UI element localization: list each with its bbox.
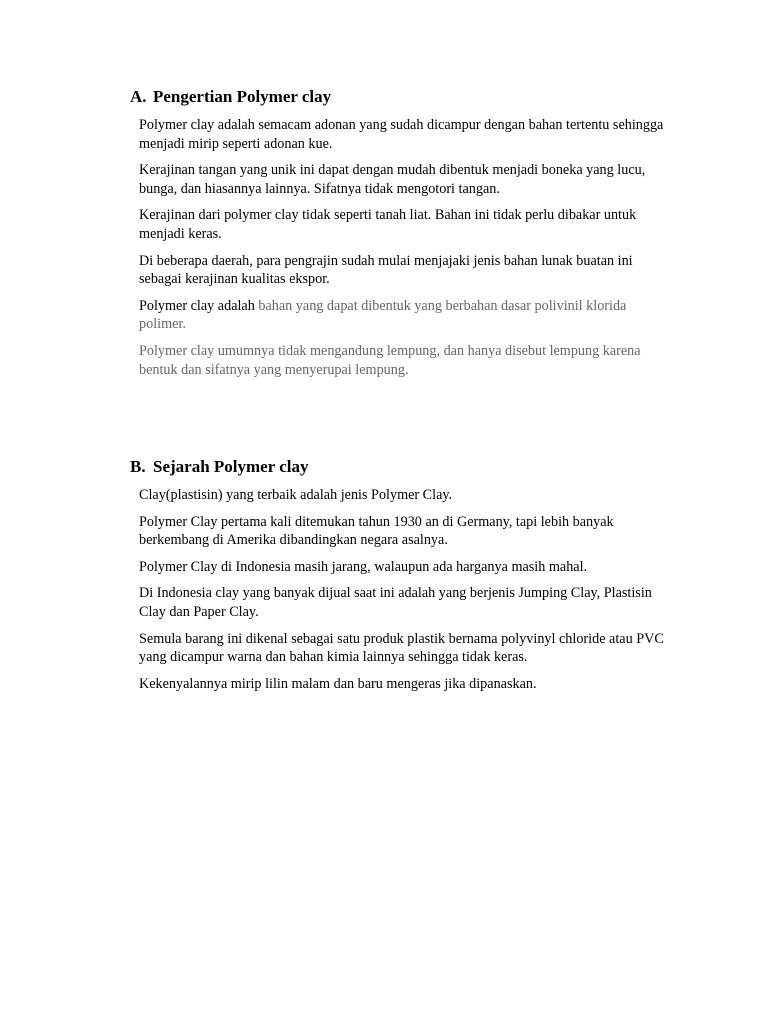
paragraph: Kerajinan dari polymer clay tidak seperti tanah liat. Bahan ini tidak perlu dibakar untuk menjadi keras.: [139, 207, 637, 242]
section-title: Sejarah Polymer clay: [153, 457, 309, 476]
paragraph: Clay(plastisin) yang terbaik adalah jenis Polymer Clay.: [139, 487, 453, 503]
section-number: B.: [130, 457, 146, 476]
paragraph: Di beberapa daerah, para pengrajin sudah mulai menjajaki jenis bahan lunak buatan ini sebagai kerajinan kualitas ekspor.: [139, 252, 633, 288]
paragraph: Kerajinan tangan yang unik ini dapat dengan mudah dibentuk menjadi boneka yang lucu, bunga, dan hiasannya lainnya. Sifatnya tidak mengotori tangan.: [139, 162, 646, 197]
section-pengertian: [130, 86, 690, 387]
paragraph: Kekenyalannya mirip lilin malam dan baru mengeras jika dipanaskan.: [139, 675, 537, 692]
paragraph: Polymer Clay di Indonesia masih jarang, walaupun ada harganya masih mahal.: [139, 558, 588, 575]
section-number: A.: [130, 87, 147, 106]
section-sejarah: [130, 456, 690, 701]
paragraph: Semula barang ini dikenal sebagai satu produk plastik bernama polyvinyl chloride atau PVC yang dicampur warna dan bahan kimia lainnya sehingga tidak keras.: [139, 630, 664, 666]
paragraph-gray: Polymer clay umumnya tidak mengandung lempung, dan hanya disebut lempung karena bentuk dan sifatnya yang menyerupai lempung.: [139, 342, 641, 378]
paragraph-gray-part: bahan yang dapat dibentuk yang berbahan dasar polivinil klorida polimer.: [139, 297, 627, 333]
section-heading: [130, 86, 690, 108]
paragraph: Di Indonesia clay yang banyak dijual saat ini adalah yang berjenis Jumping Clay, Plastisin Clay dan Paper Clay.: [139, 585, 652, 620]
paragraph: Polymer clay adalah semacam adonan yang sudah dicampur dengan bahan tertentu sehingga menjadi mirip seperti adonan kue.: [139, 117, 664, 152]
section-heading: [130, 456, 690, 478]
section-title: Pengertian Polymer clay: [153, 87, 332, 106]
paragraph: Polymer Clay pertama kali ditemukan tahun 1930 an di Germany, tapi lebih banyak berkembang di Amerika dibandingkan negara asalnya.: [139, 513, 614, 549]
paragraph-mixed: [139, 297, 674, 334]
paragraph-black-part: Polymer clay adalah: [139, 297, 255, 314]
